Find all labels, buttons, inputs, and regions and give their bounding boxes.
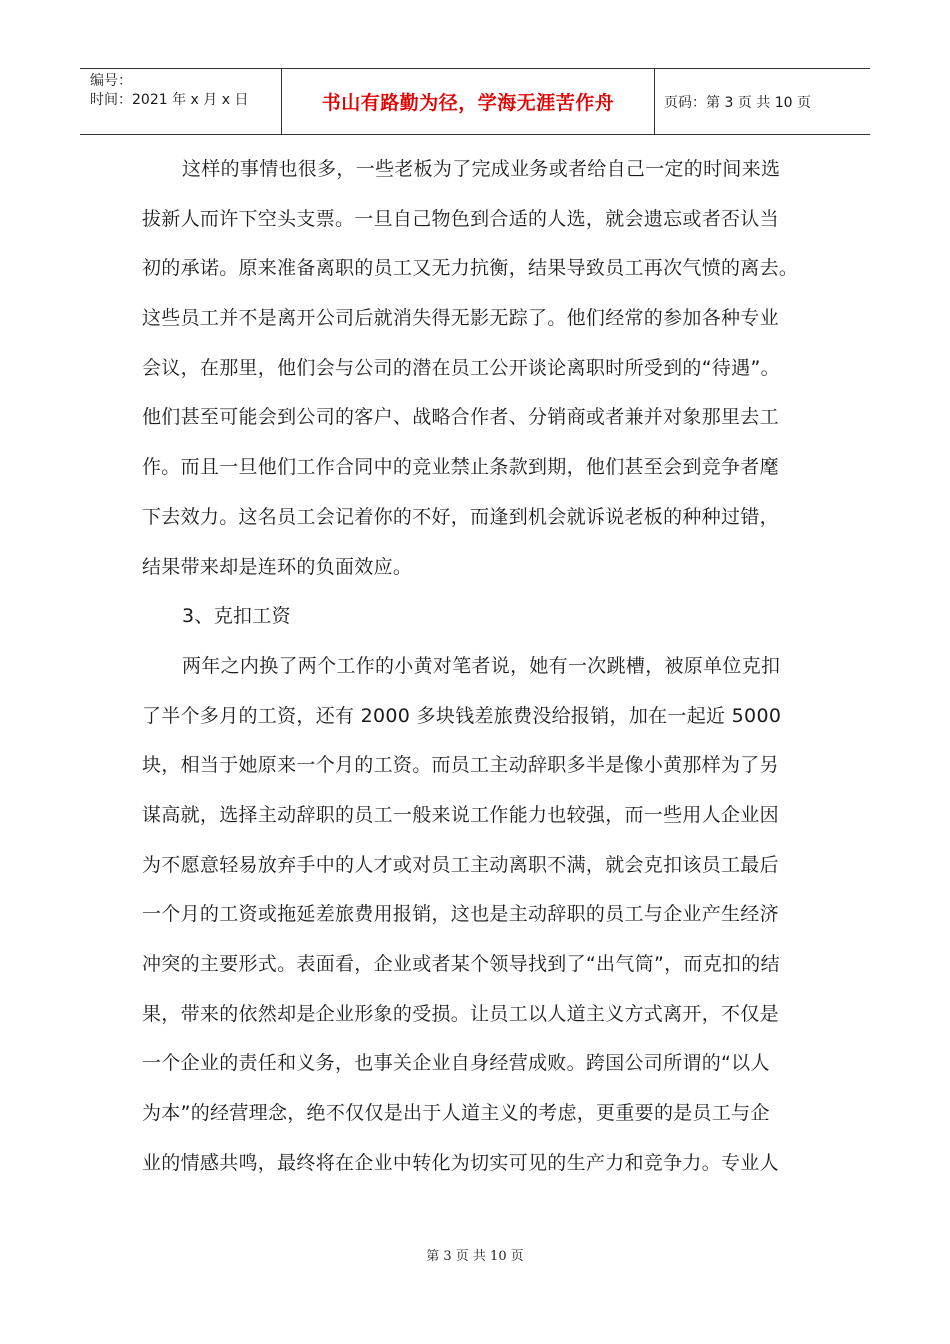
paragraph-line: 这些员工并不是离开公司后就消失得无影无踪了。他们经常的参加各种专业 — [142, 307, 779, 330]
paragraph-line: 业的情感共鸣，最终将在企业中转化为切实可见的生产力和竞争力。专业人 — [142, 1151, 779, 1174]
page-header — [80, 68, 870, 135]
paragraph-line: 一个企业的责任和义务，也事关企业自身经营成败。跨国公司所谓的“以人 — [142, 1052, 770, 1075]
header-motto: 书山有路勤为径，学海无涯苦作舟 — [321, 92, 615, 114]
header-page-cell — [655, 69, 870, 134]
paragraph-line: 他们甚至可能会到公司的客户、战略合作者、分销商或者兼并对象那里去工 — [142, 406, 779, 429]
paragraph-line: 拔新人而许下空头支票。一旦自己物色到合适的人选，就会遗忘或者否认当 — [142, 207, 779, 230]
paragraph-line: 两年之内换了两个工作的小黄对笔者说，她有一次跳槽，被原单位克扣 — [182, 654, 781, 677]
paragraph-line: 这样的事情也很多，一些老板为了完成业务或者给自己一定的时间来选 — [182, 158, 781, 180]
paragraph-line: 冲突的主要形式。表面看，企业或者某个领导找到了“出气筒”，而克扣的结 — [142, 953, 780, 975]
document-body — [142, 145, 814, 1188]
paragraph-line: 果，带来的依然却是企业形象的受损。让员工以人道主义方式离开，不仅是 — [142, 1002, 779, 1025]
paragraph-line: 会议，在那里，他们会与公司的潜在员工公开谈论离职时所受到的“待遇”。 — [142, 356, 780, 379]
paragraph-line: 作。而且一旦他们工作合同中的竞业禁止条款到期，他们甚至会到竞争者麾 — [142, 456, 779, 479]
header-motto-cell — [281, 69, 655, 134]
paragraph-line: 为本”的经营理念，绝不仅仅是出于人道主义的考虑，更重要的是员工与企 — [142, 1102, 770, 1125]
paragraph-line: 初的承诺。原来准备离职的员工又无力抗衡，结果导致员工再次气愤的离去。 — [142, 257, 799, 280]
header-meta-cell — [80, 69, 281, 134]
paragraph-line: 了半个多月的工资，还有 2000 多块钱差旅费没给报销，加在一起近 5000 — [142, 704, 782, 727]
document-number-label: 编号： — [90, 73, 132, 89]
page-footer: 第 3 页 共 10 页 — [426, 1249, 524, 1264]
section-heading: 3、克扣工资 — [182, 605, 291, 628]
paragraph-line: 结果带来却是连环的负面效应。 — [142, 555, 413, 578]
paragraph-line: 下去效力。这名员工会记着你的不好，而逢到机会就诉说老板的种种过错， — [142, 505, 779, 528]
paragraph-line: 块，相当于她原来一个月的工资。而员工主动辞职多半是像小黄那样为了另 — [142, 754, 779, 777]
paragraph-line: 谋高就，选择主动辞职的员工一般来说工作能力也较强，而一些用人企业因 — [142, 803, 779, 826]
paragraph-line: 一个月的工资或拖延差旅费用报销，这也是主动辞职的员工与企业产生经济 — [142, 903, 779, 926]
paragraph-line: 为不愿意轻易放弃手中的人才或对员工主动离职不满，就会克扣该员工最后 — [142, 853, 779, 876]
header-page-info: 页码：第 3 页 共 10 页 — [664, 94, 811, 111]
document-date-label: 时间：2021 年 x 月 x 日 — [90, 92, 249, 108]
